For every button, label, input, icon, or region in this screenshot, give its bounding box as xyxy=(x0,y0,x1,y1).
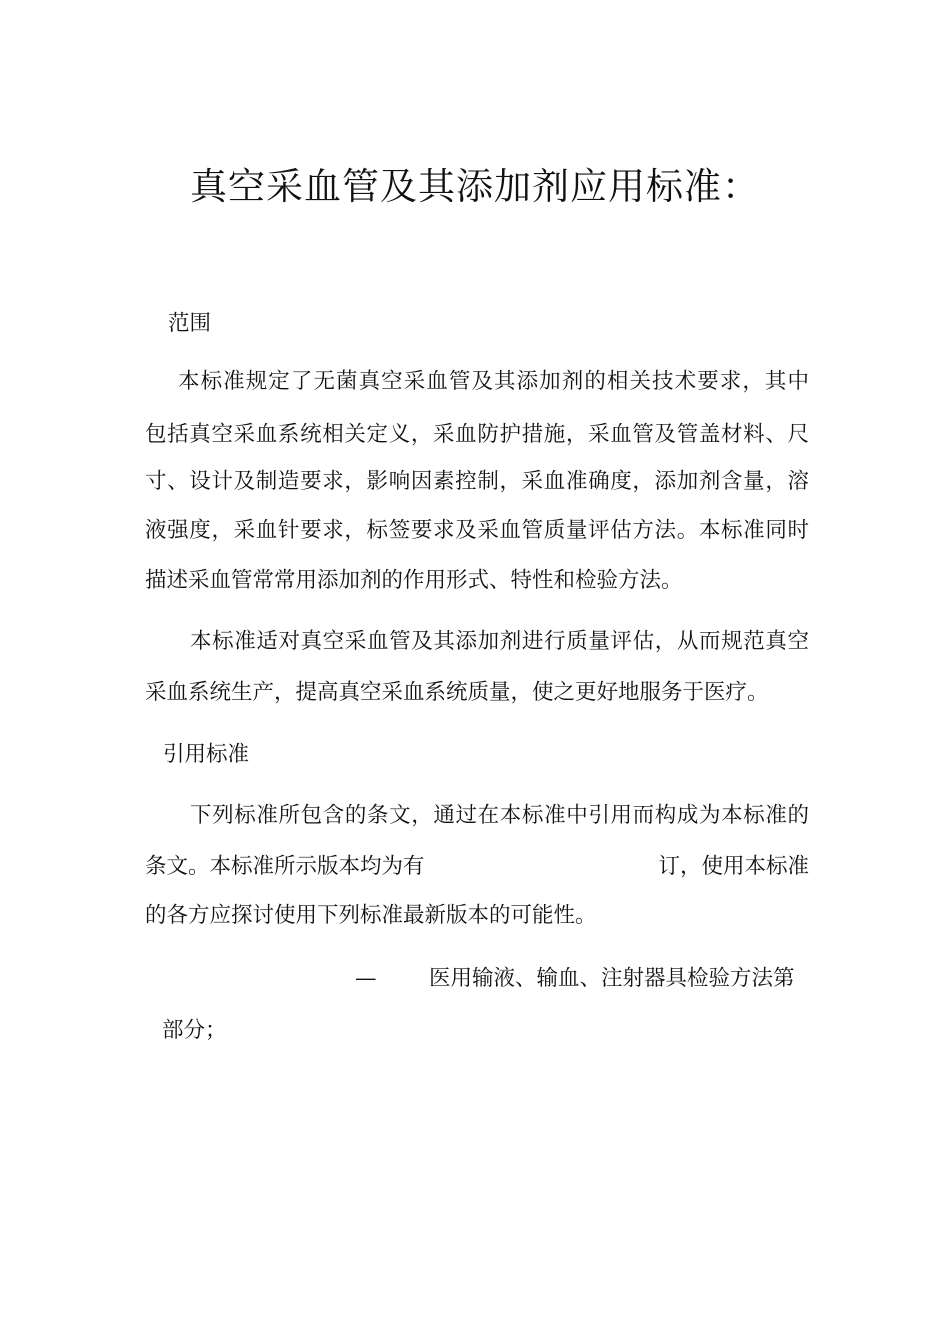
scope-para2-line2: 采血系统生产，提高真空采血系统质量，使之更好地服务于医疗。 xyxy=(145,680,769,705)
scope-para1-line2: 包括真空采血系统相关定义，采血防护措施，采血管及管盖材料、尺 xyxy=(145,422,809,447)
ref-item-text: 医用输液、输血、注射器具检验方法第 xyxy=(429,966,795,991)
section-heading-scope: 范围 xyxy=(168,311,212,336)
scope-para1-line1: 本标准规定了无菌真空采血管及其添加剂的相关技术要求，其中 xyxy=(178,369,809,394)
refs-para1-line2-right: 订，使用本标准 xyxy=(658,854,809,879)
section-heading-references: 引用标准 xyxy=(163,742,250,767)
ref-item-dash: — xyxy=(355,966,377,991)
document-title: 真空采血管及其添加剂应用标准： xyxy=(190,165,760,208)
scope-para1-line5: 描述采血管常常用添加剂的作用形式、特性和检验方法。 xyxy=(145,568,683,593)
refs-para1-line2-left: 条文。本标准所示版本均为有 xyxy=(145,854,425,879)
ref-item-continuation: 部分； xyxy=(162,1018,227,1043)
refs-para1-line3: 的各方应探讨使用下列标准最新版本的可能性。 xyxy=(145,903,597,928)
refs-para1-line1: 下列标准所包含的条文，通过在本标准中引用而构成为本标准的 xyxy=(190,803,809,828)
scope-para2-line1: 本标准适对真空采血管及其添加剂进行质量评估，从而规范真空 xyxy=(190,629,809,654)
refs-para1-line2 xyxy=(145,852,809,882)
scope-para1-line3: 寸、设计及制造要求，影响因素控制，采血准确度，添加剂含量，溶 xyxy=(145,469,809,494)
scope-para1-line4: 液强度，采血针要求，标签要求及采血管质量评估方法。本标准同时 xyxy=(145,518,809,543)
